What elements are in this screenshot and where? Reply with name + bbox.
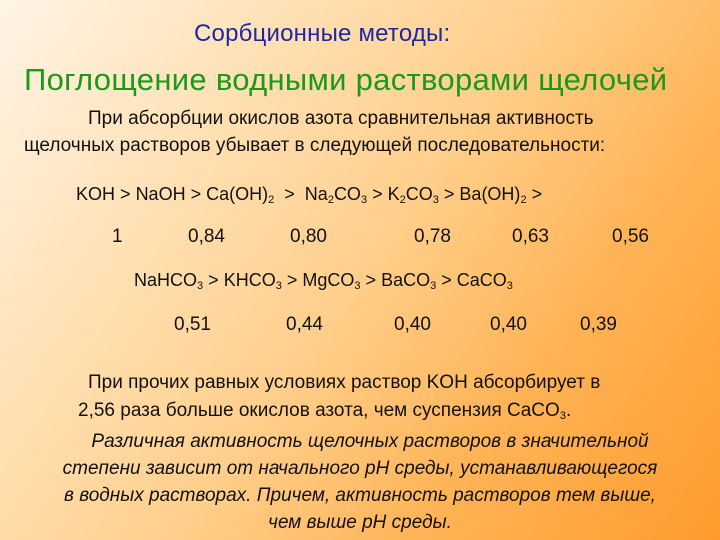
sequence-2-formulas [134, 270, 513, 291]
formula-naoh: NaOH [135, 184, 186, 204]
value-k2co3: 0,63 [512, 226, 549, 247]
value-baco3: 0,40 [490, 314, 527, 335]
conclusion-line-1: При прочих равных условиях раствор KOH абсорбирует в [88, 372, 601, 393]
formula-baco3: BaCO$_3$ [381, 270, 437, 292]
sequence-1-formulas [76, 184, 542, 205]
value-mgco3: 0,40 [394, 314, 431, 335]
value-na2co3: 0,78 [414, 226, 451, 247]
value-baoh2: 0,56 [612, 226, 649, 247]
formula-caoh2: $Ca(OH)_2$ [206, 184, 275, 206]
note-line-1: Различная активность щелочных растворов в значительной [91, 431, 649, 452]
separator: > [120, 184, 131, 204]
formula-koh: KOH [76, 184, 116, 204]
sequence-2-values [0, 314, 720, 340]
value-naoh: 0,84 [188, 226, 225, 247]
note-line-4: чем выше pH среды. [268, 512, 452, 533]
separator: > [286, 270, 298, 290]
formula-k2co3: $K_2CO_3$ [387, 184, 439, 206]
formula-khco3: $KHCO_3$ [223, 270, 282, 292]
intro-line-2: щелочных растворов убывает в следующей последовательности: [24, 135, 606, 156]
formula-mgco3: MgCO$_3$ [302, 270, 361, 292]
separator: > [284, 184, 295, 204]
slide-heading: Сорбционные методы: [194, 20, 451, 47]
sequence-1-values [0, 226, 720, 252]
value-khco3: 0,44 [286, 314, 323, 335]
note-line-3: в водных растворах. Причем, активность растворов тем выше, [64, 485, 656, 506]
note-paragraph [10, 428, 710, 536]
separator: > [443, 184, 455, 204]
separator: > [531, 184, 543, 204]
separator: > [441, 270, 452, 290]
formula-caco3: CaCO$_3$ [456, 270, 513, 292]
value-nahco3: 0,51 [174, 314, 211, 335]
conclusion-line-2: 2,56 раза больше окислов азота, чем суспензия CaCO$_3$. [78, 400, 572, 422]
value-koh: 1 [112, 226, 123, 247]
formula-baoh2: $Ba(OH)_2$ [459, 184, 527, 206]
formula-na2co3: $Na_2CO_3$ [304, 184, 368, 206]
separator: > [208, 270, 219, 290]
value-caoh2: 0,80 [290, 226, 327, 247]
intro-line-1: При абсорбции окислов азота сравнительная активность [88, 108, 594, 129]
separator: > [365, 270, 377, 290]
value-caco3: 0,39 [580, 314, 617, 335]
separator: > [372, 184, 383, 204]
slide-title: Поглощение водными растворами щелочей [24, 62, 668, 97]
separator: > [190, 184, 202, 204]
formula-nahco3: NaHCO$_3$ [134, 270, 204, 292]
note-line-2: степени зависит от начального pH среды, устанавливающегося [62, 458, 658, 479]
